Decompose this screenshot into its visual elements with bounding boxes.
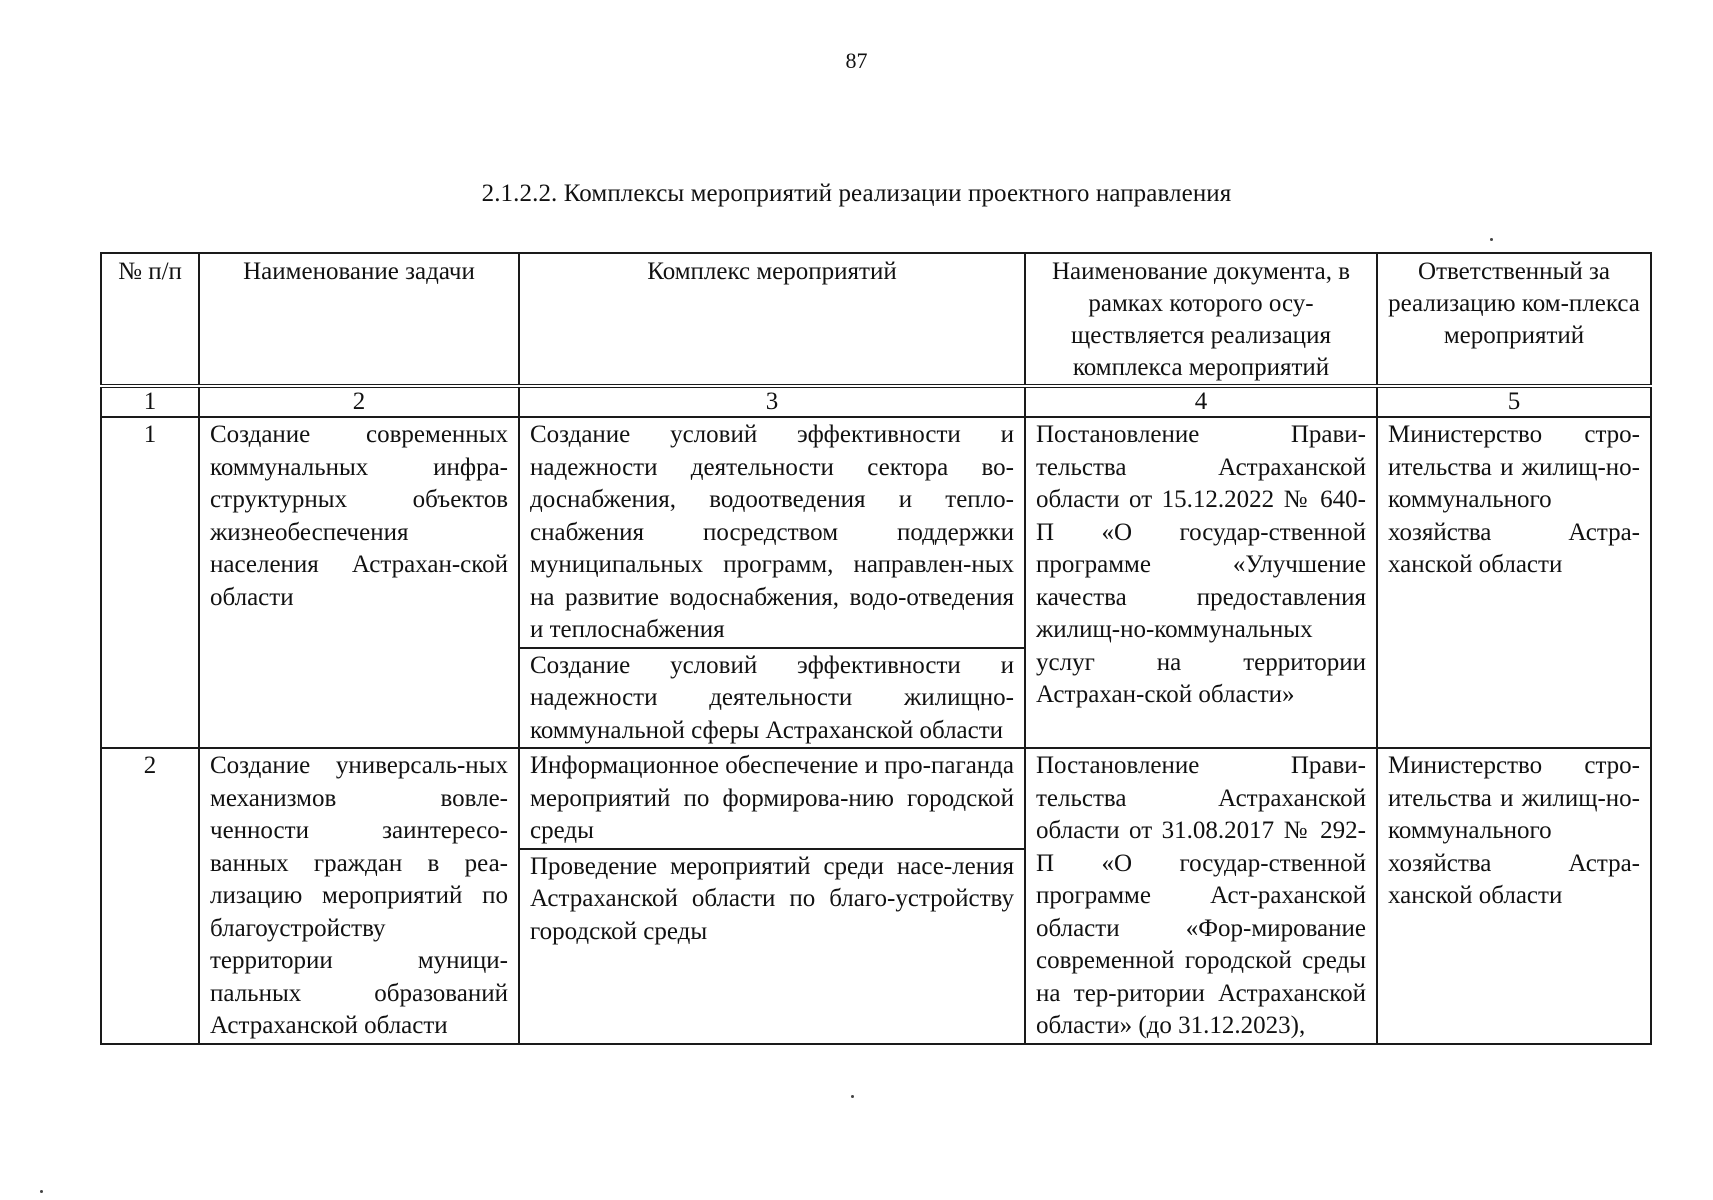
header-row <box>101 253 1651 386</box>
column-number: 3 <box>519 386 1025 417</box>
column-number: 1 <box>101 386 199 417</box>
page-number: 87 <box>845 48 868 73</box>
activity-item: Информационное обеспечение и про-паганда мероприятий по формирова-нию городской среды <box>530 752 1014 844</box>
activities-table <box>100 252 1652 1045</box>
responsible-cell: Министерство стро-ительства и жилищ-но-коммунального хозяйства Астра-ханской области <box>1377 417 1651 748</box>
header-responsible: Ответственный за реализацию ком-плекса мероприятий <box>1377 253 1651 386</box>
task-cell: Создание универсаль-ных механизмов вовле-ченности заинтересо-ванных граждан в реа-лизацию мероприятий по благоустройству территории муници-пальных образований Астраханской области <box>199 748 519 1044</box>
scan-speck <box>1490 238 1493 241</box>
task-cell: Создание современных коммунальных инфра-структурных объектов жизнеобеспечения населения Астрахан-ской области <box>199 417 519 748</box>
header-document: Наименование документа, в рамках которого осу-ществляется реализация комплекса мероприятий <box>1025 253 1377 386</box>
column-number: 4 <box>1025 386 1377 417</box>
table-row <box>101 748 1651 1044</box>
activity-item: Проведение мероприятий среди насе-ления Астраханской области по благо-устройству городской среды <box>520 848 1024 949</box>
document-cell: Постановление Прави-тельства Астраханской области от 31.08.2017 № 292-П «О государ-ственной программе Аст-раханской области «Фор-мирование современной городской среды на тер-ритории Астраханской области» (до 31.12.2023), <box>1025 748 1377 1044</box>
scan-speck <box>851 1095 854 1098</box>
header-number: № п/п <box>101 253 199 386</box>
activity-item: Создание условий эффективности и надежности деятельности жилищно-коммунальной сферы Астраханской области <box>520 647 1024 748</box>
column-number: 2 <box>199 386 519 417</box>
row-number: 2 <box>101 748 199 1044</box>
document-cell: Постановление Прави-тельства Астраханской области от 15.12.2022 № 640-П «О государ-ственной программе «Улучшение качества предоставления жилищ-но-коммунальных услуг на территории Астрахан-ской области» <box>1025 417 1377 748</box>
scan-speck <box>40 1190 43 1193</box>
responsible-cell: Министерство стро-ительства и жилищ-но-коммунального хозяйства Астра-ханской области <box>1377 748 1651 1044</box>
header-task: Наименование задачи <box>199 253 519 386</box>
table-row <box>101 417 1651 748</box>
activity-item: Создание условий эффективности и надежности деятельности сектора во-доснабжения, водоотведения и тепло-снабжения посредством поддержки муниципальных программ, направлен-ных на развитие водоснабжения, водо-отведения и теплоснабжения <box>530 421 1014 643</box>
document-title: 2.1.2.2. Комплексы мероприятий реализации проектного направления <box>481 180 1232 207</box>
column-number: 5 <box>1377 386 1651 417</box>
column-number-row <box>101 386 1651 417</box>
header-activities: Комплекс мероприятий <box>519 253 1025 386</box>
activities-cell <box>519 417 1025 748</box>
row-number: 1 <box>101 417 199 748</box>
activities-cell <box>519 748 1025 1044</box>
